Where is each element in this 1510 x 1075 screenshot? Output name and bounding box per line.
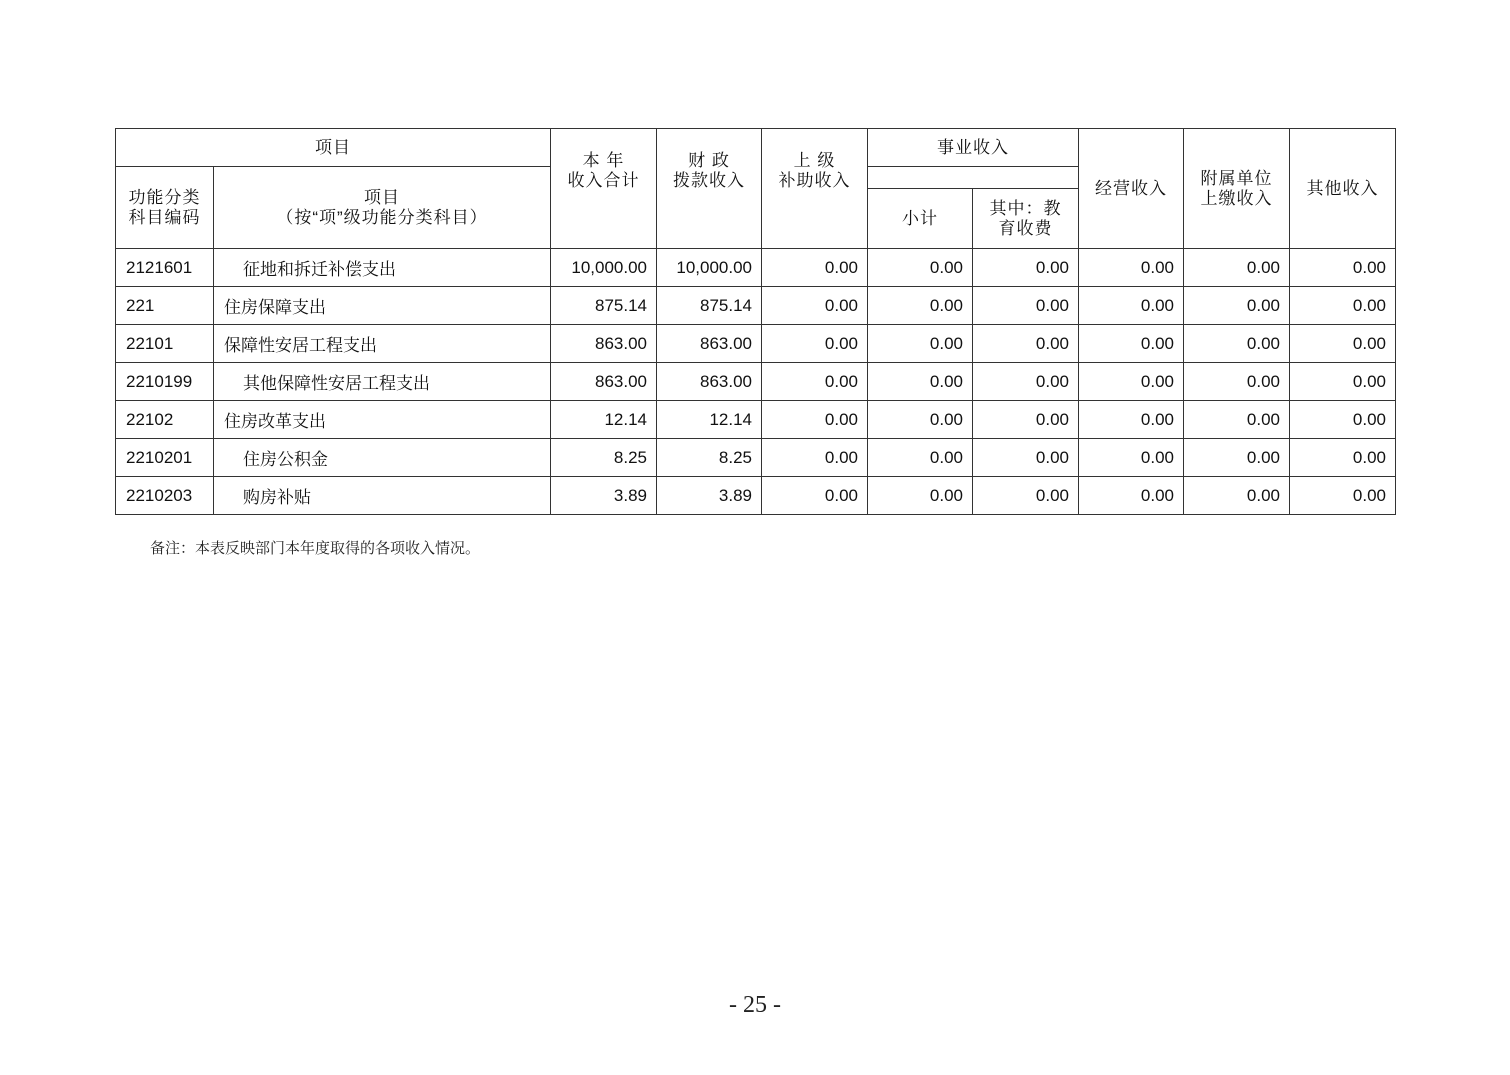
header-edu-fee: 其中：教 育收费 — [973, 189, 1079, 249]
table-row — [116, 439, 1396, 477]
table-row — [116, 287, 1396, 325]
cell-code: 2210199 — [116, 363, 214, 401]
cell-business: 0.00 — [1079, 287, 1184, 325]
cell-edu-fee: 0.00 — [973, 477, 1079, 515]
cell-fiscal: 8.25 — [657, 439, 762, 477]
cell-other: 0.00 — [1290, 401, 1396, 439]
cell-code: 22101 — [116, 325, 214, 363]
header-item-name — [214, 167, 551, 249]
cell-business: 0.00 — [1079, 477, 1184, 515]
header-career-income-group: 事业收入 — [868, 129, 1079, 167]
cell-code: 22102 — [116, 401, 214, 439]
cell-affiliated: 0.00 — [1184, 477, 1290, 515]
header-item-name-line1: 项目 — [364, 187, 400, 207]
header-other-income: 其他收入 — [1290, 129, 1396, 249]
header-fiscal-income: 财 政 拨款收入 — [657, 129, 762, 249]
header-function-code: 功能分类 科目编码 — [116, 167, 214, 249]
cell-item-name: 住房改革支出 — [214, 401, 551, 439]
table-row — [116, 325, 1396, 363]
cell-total: 12.14 — [551, 401, 657, 439]
cell-business: 0.00 — [1079, 401, 1184, 439]
cell-subtotal: 0.00 — [868, 325, 973, 363]
table-row — [116, 363, 1396, 401]
header-project-group: 项目 — [116, 129, 551, 167]
table-body — [116, 249, 1396, 515]
cell-subtotal: 0.00 — [868, 439, 973, 477]
cell-business: 0.00 — [1079, 325, 1184, 363]
page-number: - 25 - — [729, 992, 781, 1018]
header-total-income: 本 年 收入合计 — [551, 129, 657, 249]
cell-upper: 0.00 — [762, 325, 868, 363]
cell-business: 0.00 — [1079, 363, 1184, 401]
cell-total: 3.89 — [551, 477, 657, 515]
cell-edu-fee: 0.00 — [973, 439, 1079, 477]
cell-fiscal: 12.14 — [657, 401, 762, 439]
income-table — [115, 128, 1396, 515]
cell-fiscal: 863.00 — [657, 363, 762, 401]
cell-affiliated: 0.00 — [1184, 439, 1290, 477]
cell-subtotal: 0.00 — [868, 401, 973, 439]
cell-total: 8.25 — [551, 439, 657, 477]
cell-subtotal: 0.00 — [868, 287, 973, 325]
table-row — [116, 249, 1396, 287]
cell-affiliated: 0.00 — [1184, 249, 1290, 287]
cell-total: 863.00 — [551, 363, 657, 401]
header-subtotal: 小计 — [868, 189, 973, 249]
cell-total: 10,000.00 — [551, 249, 657, 287]
cell-other: 0.00 — [1290, 325, 1396, 363]
cell-affiliated: 0.00 — [1184, 325, 1290, 363]
cell-affiliated: 0.00 — [1184, 363, 1290, 401]
cell-affiliated: 0.00 — [1184, 401, 1290, 439]
cell-upper: 0.00 — [762, 439, 868, 477]
cell-edu-fee: 0.00 — [973, 325, 1079, 363]
cell-item-name: 征地和拆迁补偿支出 — [214, 249, 551, 287]
cell-fiscal: 863.00 — [657, 325, 762, 363]
cell-subtotal: 0.00 — [868, 249, 973, 287]
cell-affiliated: 0.00 — [1184, 287, 1290, 325]
table-header — [116, 129, 1396, 249]
cell-upper: 0.00 — [762, 363, 868, 401]
cell-other: 0.00 — [1290, 287, 1396, 325]
header-business-income: 经营收入 — [1079, 129, 1184, 249]
cell-item-name: 住房公积金 — [214, 439, 551, 477]
table-row — [116, 477, 1396, 515]
cell-code: 2121601 — [116, 249, 214, 287]
cell-other: 0.00 — [1290, 477, 1396, 515]
cell-business: 0.00 — [1079, 249, 1184, 287]
cell-item-name: 购房补贴 — [214, 477, 551, 515]
header-affiliated-income: 附属单位 上缴收入 — [1184, 129, 1290, 249]
cell-edu-fee: 0.00 — [973, 287, 1079, 325]
cell-upper: 0.00 — [762, 249, 868, 287]
cell-edu-fee: 0.00 — [973, 363, 1079, 401]
table-note: 备注：本表反映部门本年度取得的各项收入情况。 — [150, 539, 481, 557]
cell-subtotal: 0.00 — [868, 363, 973, 401]
cell-code: 2210201 — [116, 439, 214, 477]
cell-code: 2210203 — [116, 477, 214, 515]
cell-item-name: 保障性安居工程支出 — [214, 325, 551, 363]
cell-fiscal: 3.89 — [657, 477, 762, 515]
table-row — [116, 401, 1396, 439]
cell-other: 0.00 — [1290, 363, 1396, 401]
cell-edu-fee: 0.00 — [973, 249, 1079, 287]
header-career-spacer — [868, 167, 1079, 189]
cell-total: 875.14 — [551, 287, 657, 325]
header-upper-subsidy: 上 级 补助收入 — [762, 129, 868, 249]
cell-item-name: 住房保障支出 — [214, 287, 551, 325]
cell-fiscal: 10,000.00 — [657, 249, 762, 287]
cell-total: 863.00 — [551, 325, 657, 363]
cell-upper: 0.00 — [762, 287, 868, 325]
header-item-name-line2: （按“项”级功能分类科目） — [276, 207, 488, 227]
cell-item-name: 其他保障性安居工程支出 — [214, 363, 551, 401]
cell-other: 0.00 — [1290, 439, 1396, 477]
cell-business: 0.00 — [1079, 439, 1184, 477]
cell-subtotal: 0.00 — [868, 477, 973, 515]
cell-code: 221 — [116, 287, 214, 325]
cell-edu-fee: 0.00 — [973, 401, 1079, 439]
cell-fiscal: 875.14 — [657, 287, 762, 325]
cell-other: 0.00 — [1290, 249, 1396, 287]
cell-upper: 0.00 — [762, 477, 868, 515]
cell-upper: 0.00 — [762, 401, 868, 439]
